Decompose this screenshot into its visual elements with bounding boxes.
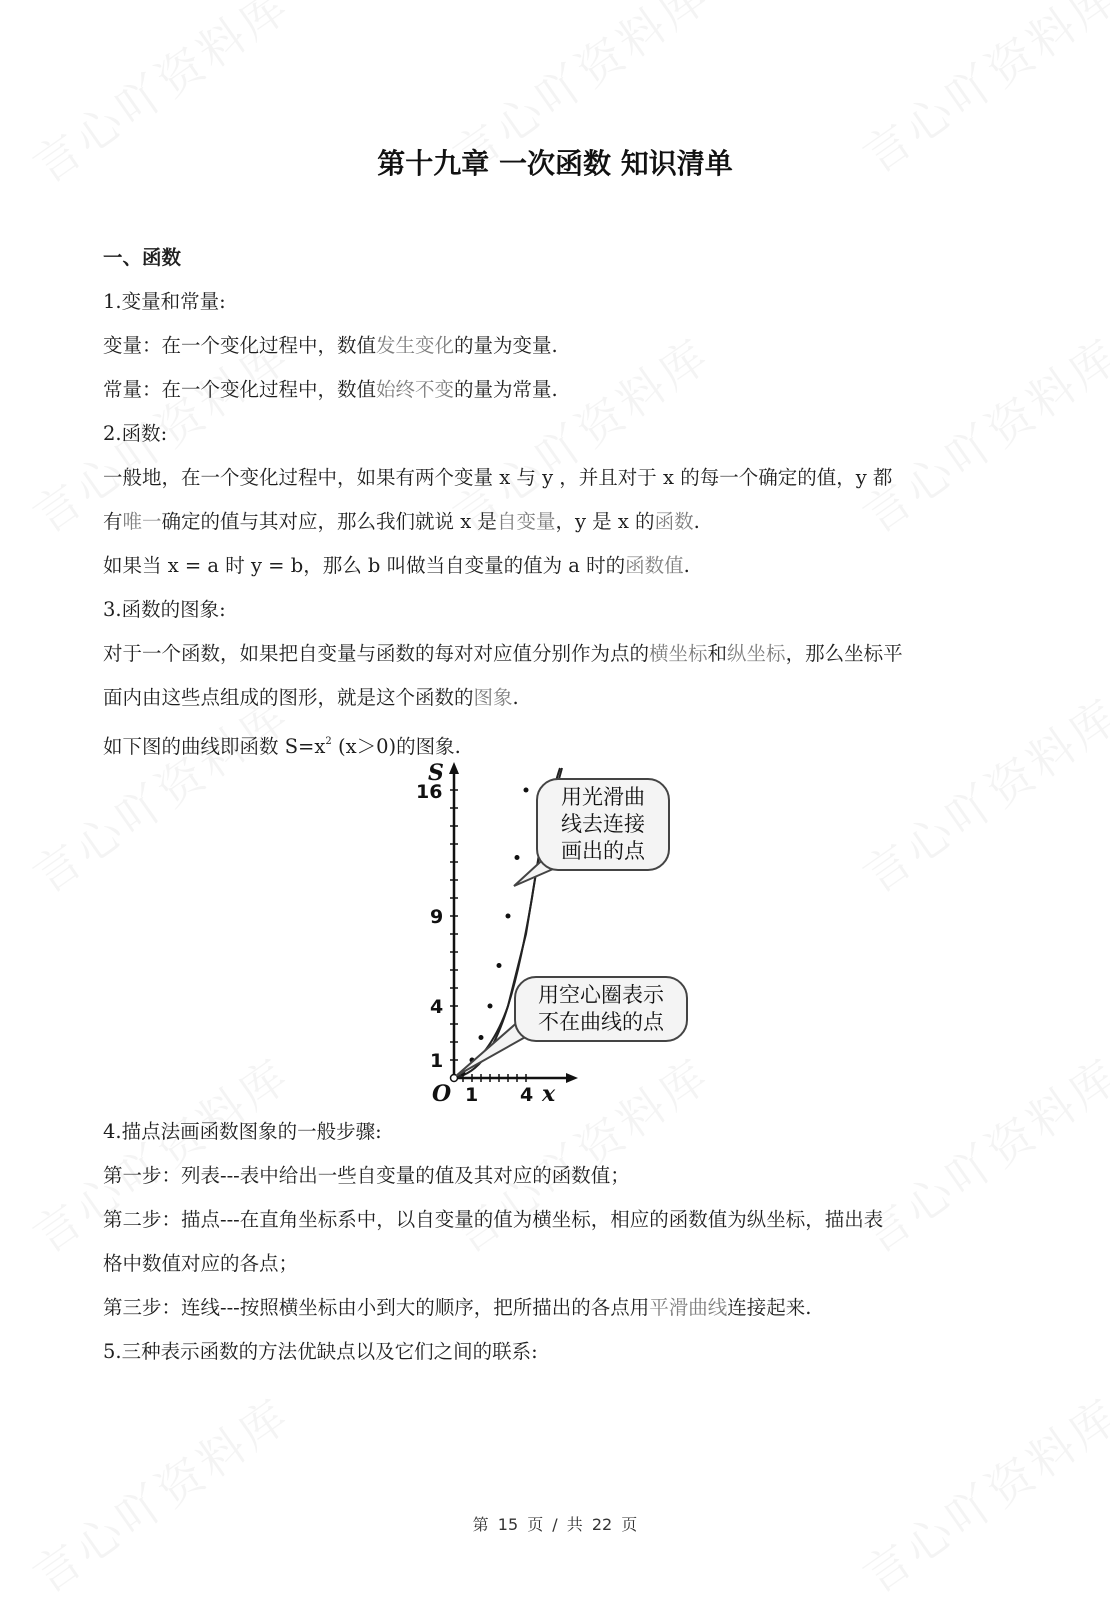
function-graph-figure: [410, 758, 700, 1108]
subsection-heading: 1.变量和常量:: [103, 290, 226, 313]
watermark: [18, 680, 302, 906]
paragraph-line: [103, 685, 519, 711]
highlight-text: 函数: [654, 510, 694, 533]
watermark: [848, 680, 1110, 906]
paragraph-line: [103, 509, 700, 535]
page-number: 第 15 页 / 共 22 页: [472, 1515, 638, 1534]
text: 如下图的曲线即函数 S=x: [103, 735, 326, 758]
subsection-heading: 5.三种表示函数的方法优缺点以及它们之间的联系:: [103, 1340, 538, 1363]
callout-line: 用空心圈表示: [538, 983, 664, 1007]
highlight-text: 纵坐标: [727, 642, 786, 665]
callout-line: 不在曲线的点: [538, 1010, 664, 1034]
definition-constant: [103, 377, 558, 403]
superscript: 2: [325, 736, 332, 747]
highlight-text: 自变量: [496, 510, 556, 533]
callout-open-circle: [514, 976, 688, 1042]
paragraph-line: [103, 553, 690, 579]
origin-label: O: [432, 1081, 452, 1107]
highlight-text: 发生变化: [376, 334, 455, 357]
highlight-text: 图象: [473, 686, 513, 709]
section-heading: 一、函数: [103, 246, 182, 269]
x-tick-label-4: 4: [520, 1084, 534, 1106]
y-axis-arrow-icon: [449, 762, 459, 774]
watermark: [848, 320, 1110, 546]
text: 的量为变量.: [454, 334, 558, 357]
text: 面内由这些点组成的图形，就是这个函数的: [103, 686, 474, 709]
text: 和: [707, 642, 728, 665]
highlight-text: 函数值: [625, 554, 684, 577]
paragraph-line: [103, 729, 461, 760]
y-tick-label-9: 9: [430, 906, 444, 928]
text: 的量为常量.: [454, 378, 558, 401]
y-axis-label: S: [428, 760, 444, 786]
subsection-heading: 2.函数:: [103, 422, 168, 445]
text: ，y 是 x 的: [555, 510, 655, 533]
definition-variable: [103, 333, 558, 359]
text: 变量：在一个变化过程中，数值: [103, 334, 377, 357]
page-title: 第十九章 一次函数 知识清单: [377, 147, 733, 180]
callout-line: 线去连接: [561, 812, 645, 836]
subsection-heading: 4.描点法画函数图象的一般步骤:: [103, 1120, 382, 1143]
text: 对于一个函数，如果把自变量与函数的每对对应值分别作为点的: [103, 642, 650, 665]
highlight-text: 平滑曲线: [649, 1296, 728, 1319]
text: .: [693, 510, 700, 533]
text: 如果当 x = a 时 y = b，那么 b 叫做当自变量的值为 a 时的: [103, 554, 626, 577]
callout-line: 用光滑曲: [561, 785, 645, 809]
text: 连接起来.: [727, 1296, 812, 1319]
watermark: [848, 1040, 1110, 1266]
callout-line: 画出的点: [561, 839, 645, 863]
x-axis-arrow-icon: [566, 1073, 578, 1083]
text: .: [683, 554, 690, 577]
text: (x＞0)的图象.: [331, 735, 461, 758]
text: 第三步：连线---按照横坐标由小到大的顺序，把所描出的各点用: [103, 1296, 650, 1319]
step-2-continued: 格中数值对应的各点；: [103, 1252, 299, 1275]
highlight-text: 横坐标: [649, 642, 708, 665]
callout-smooth-curve: [536, 778, 670, 871]
text: 常量：在一个变化过程中，数值: [103, 378, 377, 401]
step-1: 第一步：列表---表中给出一些自变量的值及其对应的函数值；: [103, 1164, 630, 1187]
text: 确定的值与其对应，那么我们就说 x 是: [161, 510, 497, 533]
watermark: [848, 1380, 1110, 1606]
watermark: [18, 1380, 302, 1606]
y-tick-label-1: 1: [430, 1050, 444, 1072]
x-axis-label: x: [542, 1081, 556, 1107]
highlight-text: 唯一: [122, 510, 162, 533]
text: .: [512, 686, 519, 709]
text: 有: [103, 510, 123, 533]
step-2: 第二步：描点---在直角坐标系中，以自变量的值为横坐标，相应的函数值为纵坐标，描出表: [103, 1208, 884, 1231]
x-tick-label-1: 1: [465, 1084, 479, 1106]
y-tick-label-4: 4: [430, 996, 444, 1018]
step-3: [103, 1295, 812, 1321]
subsection-heading: 3.函数的图象:: [103, 598, 226, 621]
paragraph-line: 一般地，在一个变化过程中，如果有两个变量 x 与 y ，并且对于 x 的每一个确定的值，y 都: [103, 466, 893, 489]
y-tick-label-16: 16: [416, 781, 443, 803]
paragraph-line: [103, 641, 903, 667]
text: ，那么坐标平: [785, 642, 903, 665]
highlight-text: 始终不变: [376, 378, 455, 401]
